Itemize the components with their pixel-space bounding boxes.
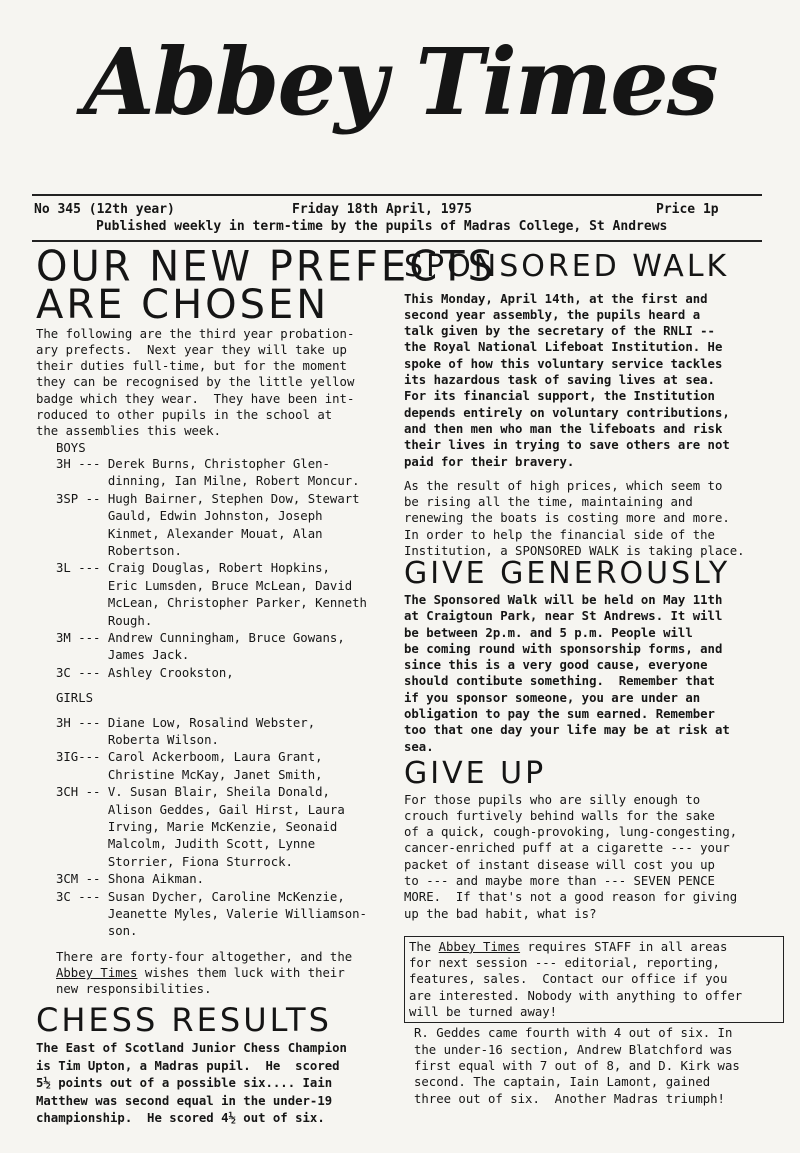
prefects-intro-line: their duties full-time, but for the moment: [36, 359, 347, 374]
walk-line: since this is a very good cause, everyone: [404, 658, 708, 673]
giveup-line: up the bad habit, what is?: [404, 906, 597, 921]
prefects-intro-line: roduced to other pupils in the school at: [36, 408, 333, 423]
list-item: 3CH -- V. Susan Blair, Sheila Donald,: [56, 785, 330, 800]
giveup-line: packet of instant disease will cost you up: [404, 857, 715, 872]
right-column: [404, 249, 786, 1107]
chess-headline: CHESS RESULTS: [36, 1000, 332, 1039]
giveup-line: MORE. If that's not a good reason for giving: [404, 890, 738, 905]
masthead-rule-top: [32, 194, 762, 196]
walk-line: As the result of high prices, which seem to: [404, 478, 723, 493]
staff-line: The Abbey Times requires STAFF in all areas: [409, 939, 728, 954]
walk-line: sea.: [404, 739, 434, 754]
walk-line: and then men who man the lifeboats and risk: [404, 421, 723, 436]
masthead-title: Abbey Times: [83, 28, 717, 136]
prefects-intro-line: they can be recognised by the little yellow: [36, 375, 355, 390]
list-item: Robertson.: [56, 544, 182, 558]
walk-headline: SPONSORED WALK: [404, 249, 730, 284]
chess-continued: [404, 1025, 786, 1106]
chess-body: [36, 1040, 400, 1127]
chess-line: 5½ points out of a possible six.... Iain: [36, 1076, 333, 1091]
walk-line: at Craigtoun Park, near St Andrews. It will: [404, 609, 723, 624]
walk-paragraph-3: [404, 592, 786, 755]
list-item: 3CM -- Shona Aikman.: [56, 872, 205, 887]
issue-date: Friday 18th April, 1975: [292, 202, 473, 217]
walk-line: be coming round with sponsorship forms, and: [404, 641, 723, 656]
giveup-line: cancer-enriched puff at a cigarette --- your: [404, 841, 730, 856]
chess-line: The East of Scotland Junior Chess Champion: [36, 1041, 347, 1056]
list-item: 3C --- Ashley Crookston,: [56, 665, 234, 680]
walk-line: their lives in trying to save others are not: [404, 438, 730, 453]
abbey-times-mention: Abbey Times: [438, 939, 521, 954]
walk-line: depends entirely on voluntary contributions,: [404, 405, 730, 420]
staff-line: features, sales. Contact our office if you: [409, 972, 728, 987]
walk-line: be between 2p.m. and 5 p.m. People will: [404, 625, 693, 640]
list-item: Storrier, Fiona Sturrock.: [56, 854, 293, 869]
girls-label: GIRLS: [56, 691, 94, 706]
abbey-times-mention: Abbey Times: [56, 966, 138, 981]
list-item: 3H --- Diane Low, Rosalind Webster,: [56, 715, 316, 730]
walk-line: In order to help the financial side of the: [404, 527, 715, 542]
chess-line: the under-16 section, Andrew Blatchford was: [414, 1042, 733, 1057]
closing-line: new responsibilities.: [56, 982, 212, 997]
walk-line: be rising all the time, maintaining and: [404, 495, 693, 510]
list-item: dinning, Ian Milne, Robert Moncur.: [56, 474, 360, 489]
list-item: Alison Geddes, Gail Hirst, Laura: [56, 802, 345, 817]
walk-line: too that one day your life may be at risk at: [404, 723, 730, 738]
walk-line: obligation to pay the sum earned. Remember: [404, 707, 715, 722]
list-item: 3M --- Andrew Cunningham, Bruce Gowans,: [56, 631, 345, 646]
walk-line: its hazardous task of saving lives at sea.: [404, 373, 715, 388]
walk-paragraph-2: [404, 478, 786, 559]
walk-line: For its financial support, the Institution: [404, 389, 715, 404]
give-up-headline: GIVE UP: [404, 755, 547, 791]
walk-line: paid for their bravery.: [404, 454, 575, 469]
staff-line: are interested. Nobody with anything to offer: [409, 988, 743, 1003]
giveup-line: crouch furtively behind walls for the sake: [404, 808, 715, 823]
walk-paragraph-1: [404, 291, 786, 470]
list-item: McLean, Christopher Parker, Kenneth: [56, 596, 367, 611]
list-item: Roberta Wilson.: [56, 732, 219, 747]
boys-label: BOYS: [56, 440, 86, 455]
prefects-intro: [36, 326, 400, 440]
chess-line: Matthew was second equal in the under-19: [36, 1093, 333, 1108]
issue-number: No 345 (12th year): [34, 202, 175, 217]
issue-price: Price 1p: [656, 202, 719, 217]
closing-line: Abbey Times wishes them luck with their: [56, 966, 345, 981]
give-generously-subhead: GIVE GENEROUSLY: [404, 556, 731, 592]
prefects-intro-line: The following are the third year probation-: [36, 326, 355, 341]
list-item: Gauld, Edwin Johnston, Joseph: [56, 509, 323, 524]
giveup-line: For those pupils who are silly enough to: [404, 792, 701, 807]
prefects-closing: [36, 949, 400, 998]
giveup-line: to --- and maybe more than --- SEVEN PENCE: [404, 873, 715, 888]
list-item: Malcolm, Judith Scott, Lynne: [56, 837, 316, 852]
list-item: Rough.: [56, 613, 153, 628]
closing-line: There are forty-four altogether, and the: [56, 949, 353, 964]
prefects-headline-line2: ARE CHOSEN: [36, 281, 330, 328]
list-item: 3H --- Derek Burns, Christopher Glen-: [56, 456, 330, 471]
list-item: Kinmet, Alexander Mouat, Alan: [56, 526, 323, 541]
girls-list: [36, 715, 400, 941]
list-item: son.: [56, 924, 138, 939]
prefects-intro-line: ary prefects. Next year they will take up: [36, 342, 347, 357]
prefects-intro-line: the assemblies this week.: [36, 424, 222, 439]
publication-line: Published weekly in term-time by the pupils of Madras College, St Andrews: [96, 219, 668, 234]
list-item: Christine McKay, Janet Smith,: [56, 767, 323, 782]
chess-line: first equal with 7 out of 8, and D. Kirk was: [414, 1058, 740, 1073]
staff-line: for next session --- editorial, reporting,: [409, 956, 720, 971]
list-item: Irving, Marie McKenzie, Seonaid: [56, 819, 338, 834]
walk-line: talk given by the secretary of the RNLI --: [404, 324, 715, 339]
prefects-headline-line1: OUR NEW PREFECTS: [36, 242, 496, 292]
list-item: 3IG--- Carol Ackerboom, Laura Grant,: [56, 750, 323, 765]
walk-line: second year assembly, the pupils heard a: [404, 307, 701, 322]
list-item: 3SP -- Hugh Bairner, Stephen Dow, Stewart: [56, 491, 360, 506]
list-item: Eric Lumsden, Bruce McLean, David: [56, 578, 353, 593]
walk-line: Institution, a SPONSORED WALK is taking place.: [404, 544, 745, 559]
walk-line: the Royal National Lifeboat Institution. He: [404, 340, 723, 355]
walk-line: renewing the boats is costing more and more.: [404, 511, 730, 526]
list-item: 3C --- Susan Dycher, Caroline McKenzie,: [56, 889, 345, 904]
list-item: Jeanette Myles, Valerie Williamson-: [56, 907, 367, 922]
chess-line: is Tim Upton, a Madras pupil. He scored: [36, 1058, 340, 1073]
chess-line: championship. He scored 4½ out of six.: [36, 1110, 325, 1125]
list-item: 3L --- Craig Douglas, Robert Hopkins,: [56, 561, 330, 576]
give-up-body: [404, 792, 786, 922]
list-item: James Jack.: [56, 648, 190, 663]
staff-notice-box: [404, 936, 784, 1023]
giveup-line: of a quick, cough-provoking, lung-congesting,: [404, 825, 738, 840]
walk-line: spoke of how this voluntary service tackles: [404, 356, 723, 371]
walk-line: if you sponsor someone, you are under an: [404, 690, 701, 705]
walk-line: This Monday, April 14th, at the first and: [404, 291, 708, 306]
walk-line: The Sponsored Walk will be held on May 11th: [404, 592, 723, 607]
chess-line: three out of six. Another Madras triumph!: [414, 1091, 725, 1106]
masthead-rule-bottom: [32, 240, 762, 242]
prefects-intro-line: badge which they wear. They have been int-: [36, 391, 355, 406]
chess-line: second. The captain, Iain Lamont, gained: [414, 1075, 711, 1090]
boys-list: [36, 456, 400, 682]
chess-line: R. Geddes came fourth with 4 out of six. In: [414, 1026, 733, 1041]
walk-line: should contibute something. Remember that: [404, 674, 715, 689]
staff-line: will be turned away!: [409, 1005, 558, 1020]
